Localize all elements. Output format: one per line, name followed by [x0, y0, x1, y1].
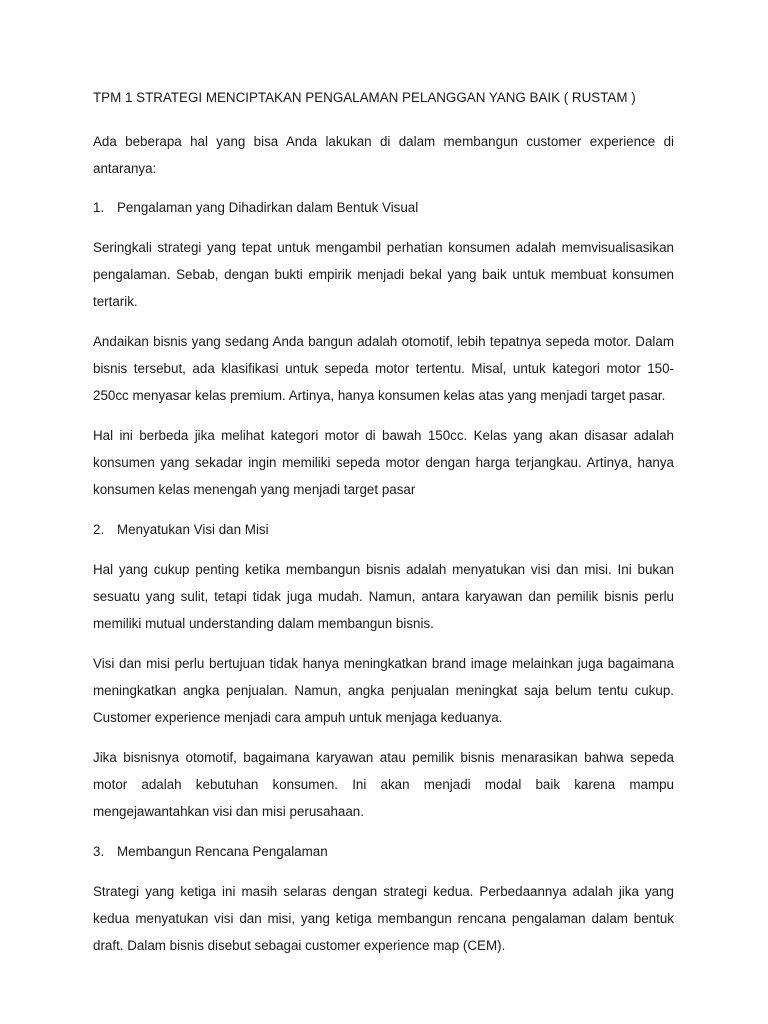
document-title: TPM 1 STRATEGI MENCIPTAKAN PENGALAMAN PELANGGAN YANG BAIK ( RUSTAM ) — [93, 90, 636, 105]
section-1-paragraph-1: Seringkali strategi yang tepat untuk mengambil perhatian konsumen adalah memvisualisasikan pengalaman. Sebab, dengan bukti empirik menjadi bekal yang baik untuk membuat konsumen tertarik. — [93, 240, 674, 309]
section-1-title: Pengalaman yang Dihadirkan dalam Bentuk Visual — [117, 200, 419, 215]
section-1-number: 1. — [93, 200, 105, 215]
section-2-paragraph-2: Visi dan misi perlu bertujuan tidak hanya meningkatkan brand image melainkan juga bagaimana meningkatkan angka penjualan. Namun, angka penjualan meningkat saja belum tentu cukup. Customer experience menjadi cara ampuh untuk menjaga keduanya. — [93, 656, 674, 725]
section-3-heading — [93, 838, 674, 865]
section-2-paragraph-1: Hal yang cukup penting ketika membangun bisnis adalah menyatukan visi dan misi. Ini bukan sesuatu yang sulit, tetapi tidak juga mudah. Namun, antara karyawan dan pemilik bisnis perlu memiliki mutual understanding dalam membangun bisnis. — [93, 562, 674, 631]
section-3-number: 3. — [93, 844, 105, 859]
section-3-paragraph-1: Strategi yang ketiga ini masih selaras dengan strategi kedua. Perbedaannya adalah jika yang kedua menyatukan visi dan misi, yang ketiga membangun rencana pengalaman dalam bentuk draft. Dalam bisnis disebut sebagai customer experience map (CEM). — [93, 884, 674, 953]
section-1-paragraph-3: Hal ini berbeda jika melihat kategori motor di bawah 150cc. Kelas yang akan disasar adalah konsumen yang sekadar ingin memiliki sepeda motor dengan harga terjangkau. Artinya, hanya konsumen kelas menengah yang menjadi target pasar — [93, 428, 674, 497]
section-1-paragraph-2: Andaikan bisnis yang sedang Anda bangun adalah otomotif, lebih tepatnya sepeda motor. Dalam bisnis tersebut, ada klasifikasi untuk sepeda motor tertentu. Misal, untuk kategori motor 150-250cc menyasar kelas premium. Artinya, hanya konsumen kelas atas yang menjadi target pasar. — [93, 334, 674, 403]
section-3-title: Membangun Rencana Pengalaman — [117, 844, 328, 859]
document-page — [93, 86, 674, 972]
section-1-heading — [93, 194, 674, 221]
section-2-title: Menyatukan Visi dan Misi — [117, 522, 269, 537]
section-2-heading — [93, 516, 674, 543]
section-2-paragraph-3: Jika bisnisnya otomotif, bagaimana karyawan atau pemilik bisnis menarasikan bahwa sepeda motor adalah kebutuhan konsumen. Ini akan menjadi modal baik karena mampu mengejawantahkan visi dan misi perusahaan. — [93, 750, 674, 819]
intro-paragraph: Ada beberapa hal yang bisa Anda lakukan di dalam membangun customer experience di antaranya: — [93, 134, 674, 176]
section-2-number: 2. — [93, 522, 105, 537]
